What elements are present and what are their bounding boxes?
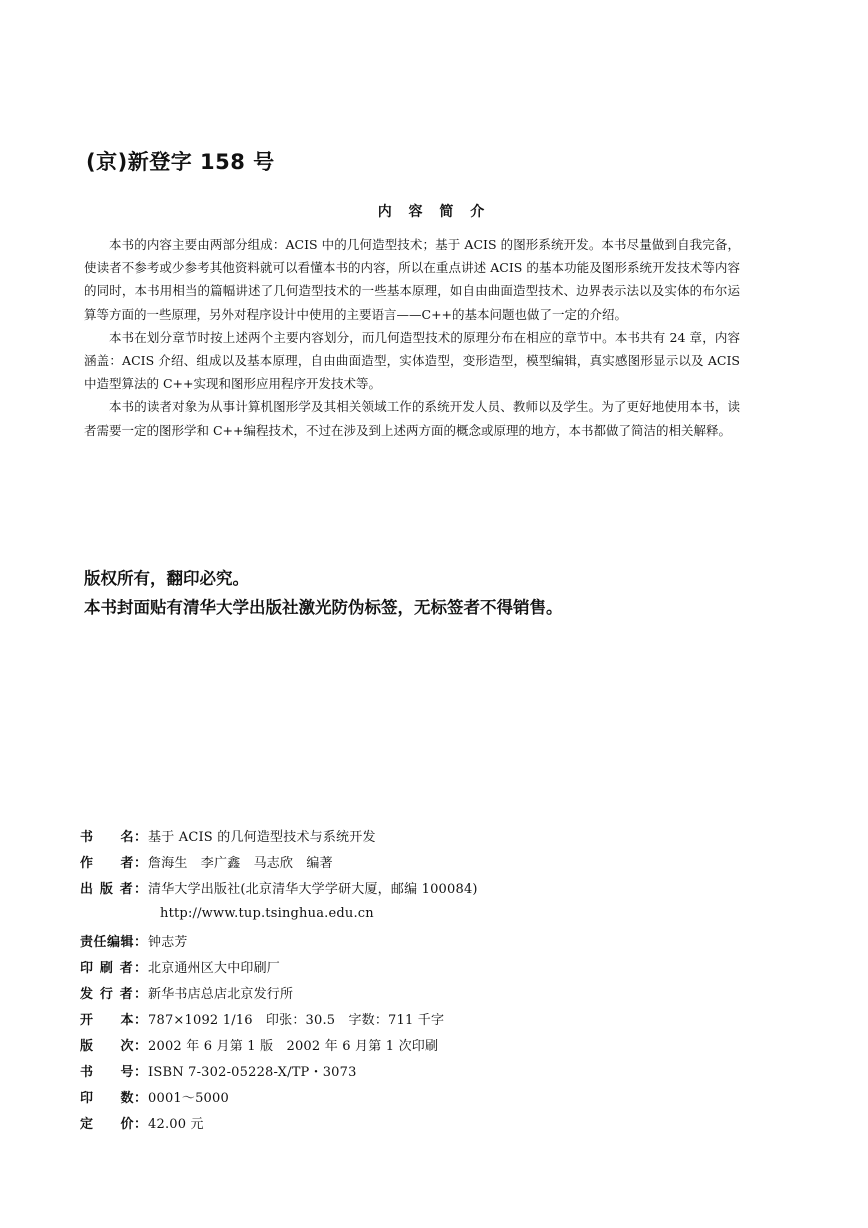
registration-number: (京)新登字 158 号	[86, 150, 275, 174]
distributor: 新华书店总店北京发行所	[148, 986, 294, 1002]
summary-paragraph: 本书在划分章节时按上述两个主要内容划分，而几何造型技术的原理分布在相应的章节中。本书共有 24 章，内容涵盖：ACIS 介绍、组成以及基本原理，自由曲面造型，实体造型，变形造型，模型编辑，真实感图形显示以及 ACIS 中造型算法的 C++实现和图形应用程序开发技术等。	[84, 329, 740, 392]
colophon-label: 作 者：	[80, 855, 147, 871]
colophon-row-isbn	[80, 1057, 478, 1083]
colophon-label: 印 刷 者：	[80, 960, 147, 976]
responsible-editor: 钟志芳	[148, 934, 188, 950]
printer: 北京通州区大中印刷厂	[148, 960, 281, 976]
colophon-row-title	[80, 822, 478, 848]
edition-info: 2002 年 6 月第 1 版 2002 年 6 月第 1 次印刷	[148, 1038, 439, 1054]
book-title: 基于 ACIS 的几何造型技术与系统开发	[148, 829, 376, 845]
colophon-row-printrun	[80, 1083, 478, 1109]
colophon-label: 发 行 者：	[80, 986, 147, 1002]
summary-heading: 内 容 简 介	[377, 204, 491, 220]
colophon-label: 书 号：	[80, 1064, 147, 1080]
copyright-notice	[84, 564, 563, 622]
colophon-row-author	[80, 848, 478, 874]
colophon-row-format	[80, 1005, 478, 1031]
anti-counterfeit-line: 本书封面贴有清华大学出版社激光防伪标签，无标签者不得销售。	[84, 598, 563, 617]
colophon-label: 开 本：	[80, 1012, 147, 1028]
summary-body	[84, 233, 740, 442]
summary-paragraph: 本书的读者对象为从事计算机图形学及其相关领域工作的系统开发人员、教师以及学生。为了更好地使用本书，读者需要一定的图形学和 C++编程技术，不过在涉及到上述两方面的概念或原理的地方，本书都做了简洁的相关解释。	[84, 399, 740, 438]
colophon	[80, 822, 478, 1135]
colophon-row-printer	[80, 953, 478, 979]
publisher: 清华大学出版社(北京清华大学学研大厦，邮编 100084)	[148, 881, 478, 897]
colophon-label: 责任编辑：	[80, 934, 147, 950]
colophon-row-url	[80, 900, 478, 927]
colophon-row-publisher	[80, 874, 478, 900]
print-run: 0001～5000	[148, 1090, 229, 1106]
format-info: 787×1092 1/16 印张：30.5 字数：711 千字	[148, 1012, 445, 1028]
colophon-label: 书 名：	[80, 829, 147, 845]
colophon-row-distributor	[80, 979, 478, 1005]
isbn: ISBN 7-302-05228-X/TP・3073	[148, 1064, 357, 1080]
publisher-url: http://www.tup.tsinghua.edu.cn	[160, 906, 374, 921]
colophon-label: 印 数：	[80, 1090, 147, 1106]
colophon-label: 版 次：	[80, 1038, 147, 1054]
price: 42.00 元	[148, 1116, 204, 1132]
colophon-row-price	[80, 1109, 478, 1135]
rights-reserved-line: 版权所有，翻印必究。	[84, 569, 249, 588]
colophon-row-edition	[80, 1031, 478, 1057]
book-authors: 詹海生 李广鑫 马志欣 编著	[148, 855, 333, 871]
colophon-label: 出 版 者：	[80, 881, 147, 897]
colophon-row-editor	[80, 927, 478, 953]
colophon-label: 定 价：	[80, 1116, 147, 1132]
summary-paragraph: 本书的内容主要由两部分组成：ACIS 中的几何造型技术；基于 ACIS 的图形系统开发。本书尽量做到自我完备，使读者不参考或少参考其他资料就可以看懂本书的内容，所以在重点讲述 ACIS 的基本功能及图形系统开发技术等内容的同时，本书用相当的篇幅讲述了几何造型技术的一些基本原理，如自由曲面造型技术、边界表示法以及实体的布尔运算等方面的一些原理，另外对程序设计中使用的主要语言——C++的基本问题也做了一定的介绍。	[84, 237, 740, 322]
